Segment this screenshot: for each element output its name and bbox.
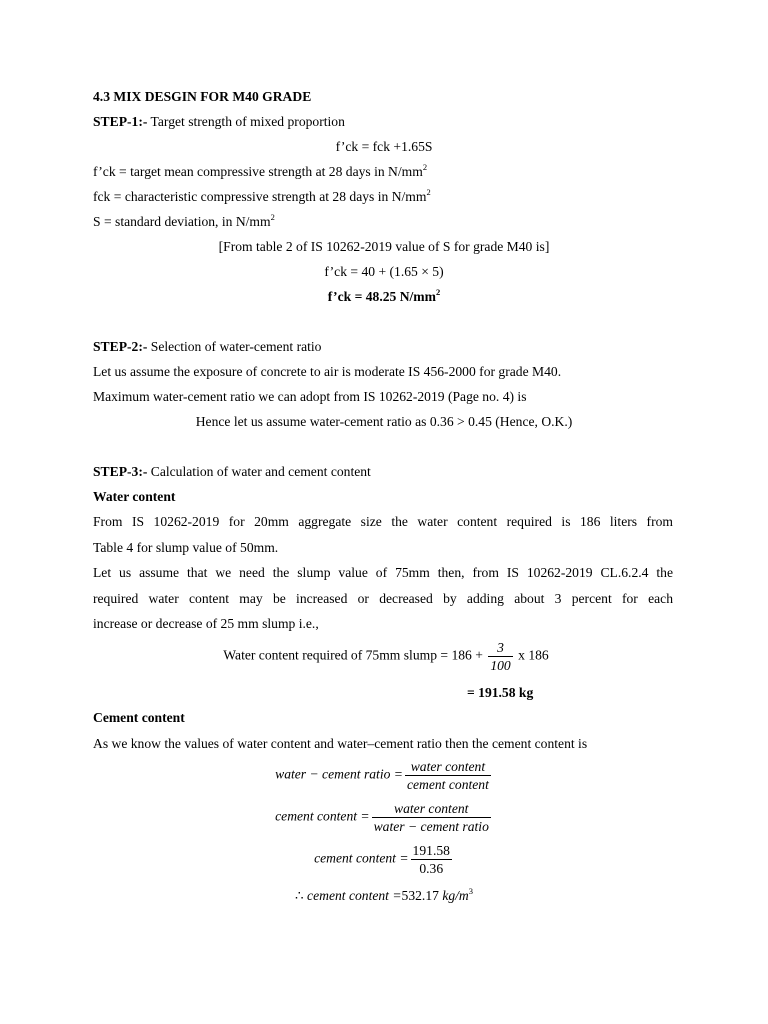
step2-line2: Maximum water-cement ratio we can adopt from IS 10262-2019 (Page no. 4) is: [93, 389, 527, 404]
step2-line3: Hence let us assume water-cement ratio as 0.36 > 0.45 (Hence, O.K.): [195, 414, 573, 429]
step1-def2: [93, 188, 431, 206]
eq4-sup: 3: [468, 886, 473, 896]
eq1-num: water content: [410, 759, 486, 774]
water-para1-line2: Table 4 for slump value of 50mm.: [93, 540, 279, 555]
cement-content-heading: Cement content: [93, 710, 185, 725]
def2-sup: 2: [426, 187, 431, 197]
step1-label: STEP-1:-: [93, 114, 148, 129]
wc-fraction: [488, 639, 512, 674]
water-para2-line2: required water content may be increased or decreased by adding about 3 percent for each: [93, 591, 673, 606]
equation-wc-ratio: [0, 758, 768, 793]
equation-cement-content: [0, 800, 768, 835]
step1-reference: [From table 2 of IS 10262-2019 value of S for grade M40 is]: [218, 239, 550, 254]
section-title: 4.3 MIX DESGIN FOR M40 GRADE: [93, 89, 312, 104]
step1-def3: [93, 213, 275, 231]
eq4-value: 532.17: [401, 888, 443, 903]
eq2-num: water content: [394, 801, 469, 816]
eq4-unit: kg/m: [442, 888, 469, 903]
water-para2-line1: Let us assume that we need the slump value of 75mm then, from IS 10262-2019 CL.6.2.4 the: [93, 565, 673, 580]
result-text: f’ck = 48.25 N/mm: [327, 289, 436, 304]
therefore-symbol: ∴: [295, 888, 304, 903]
water-para1-line1: From IS 10262-2019 for 20mm aggregate size the water content required is 186 liters from: [93, 514, 673, 529]
wc-frac-num: 3: [497, 640, 504, 655]
eq2-fraction: [372, 800, 491, 835]
def1-sup: 2: [422, 162, 428, 172]
step1-calc: f’ck = 40 + (1.65 × 5): [324, 264, 444, 279]
eq2-lhs: cement content =: [275, 808, 370, 824]
water-content-heading: Water content: [93, 489, 176, 504]
eq2-den: water − cement ratio: [373, 819, 489, 834]
water-content-equation: [0, 639, 768, 674]
step3-text: Calculation of water and cement content: [147, 464, 371, 479]
wc-eq-suffix: x 186: [514, 647, 549, 663]
step3-label: STEP-3:-: [93, 464, 148, 479]
cement-intro: As we know the values of water content and water–cement ratio then the cement content is: [93, 736, 588, 751]
step1-result: [0, 288, 768, 306]
def3-sup: 2: [270, 212, 275, 222]
def2-text: fck = characteristic compressive strength at 28 days in N/mm: [93, 189, 427, 204]
def3-text: S = standard deviation, in N/mm: [93, 214, 271, 229]
step2-label: STEP-2:-: [93, 339, 148, 354]
equation-cement-values: [0, 842, 768, 877]
eq3-num: 191.58: [412, 843, 450, 858]
eq1-fraction: [405, 758, 491, 793]
water-para2-line3: increase or decrease of 25 mm slump i.e.,: [93, 616, 319, 631]
step3-line: [93, 463, 371, 481]
equation-cement-result: [0, 888, 768, 904]
water-content-result: = 191.58 kg: [467, 685, 534, 700]
eq3-lhs: cement content =: [314, 850, 409, 866]
step1-formula: f’ck = fck +1.65S: [335, 139, 433, 154]
eq3-den: 0.36: [411, 859, 452, 877]
step2-line1: Let us assume the exposure of concrete to air is moderate IS 456-2000 for grade M40.: [93, 364, 562, 379]
result-sup: 2: [435, 287, 441, 297]
eq4-lhs: cement content =: [303, 888, 402, 903]
wc-eq-prefix: Water content required of 75mm slump = 186 +: [223, 647, 487, 663]
eq1-lhs: water − cement ratio =: [275, 766, 403, 782]
eq3-fraction: [411, 842, 452, 877]
step1-def1: [93, 163, 427, 181]
step1-text: Target strength of mixed proportion: [147, 114, 345, 129]
wc-frac-den: 100: [490, 658, 511, 673]
step2-text: Selection of water-cement ratio: [147, 339, 322, 354]
step1-line: [93, 113, 345, 131]
def1-text: f’ck = target mean compressive strength at 28 days in N/mm: [93, 164, 423, 179]
eq1-den: cement content: [406, 777, 489, 792]
step2-line: [93, 338, 321, 356]
